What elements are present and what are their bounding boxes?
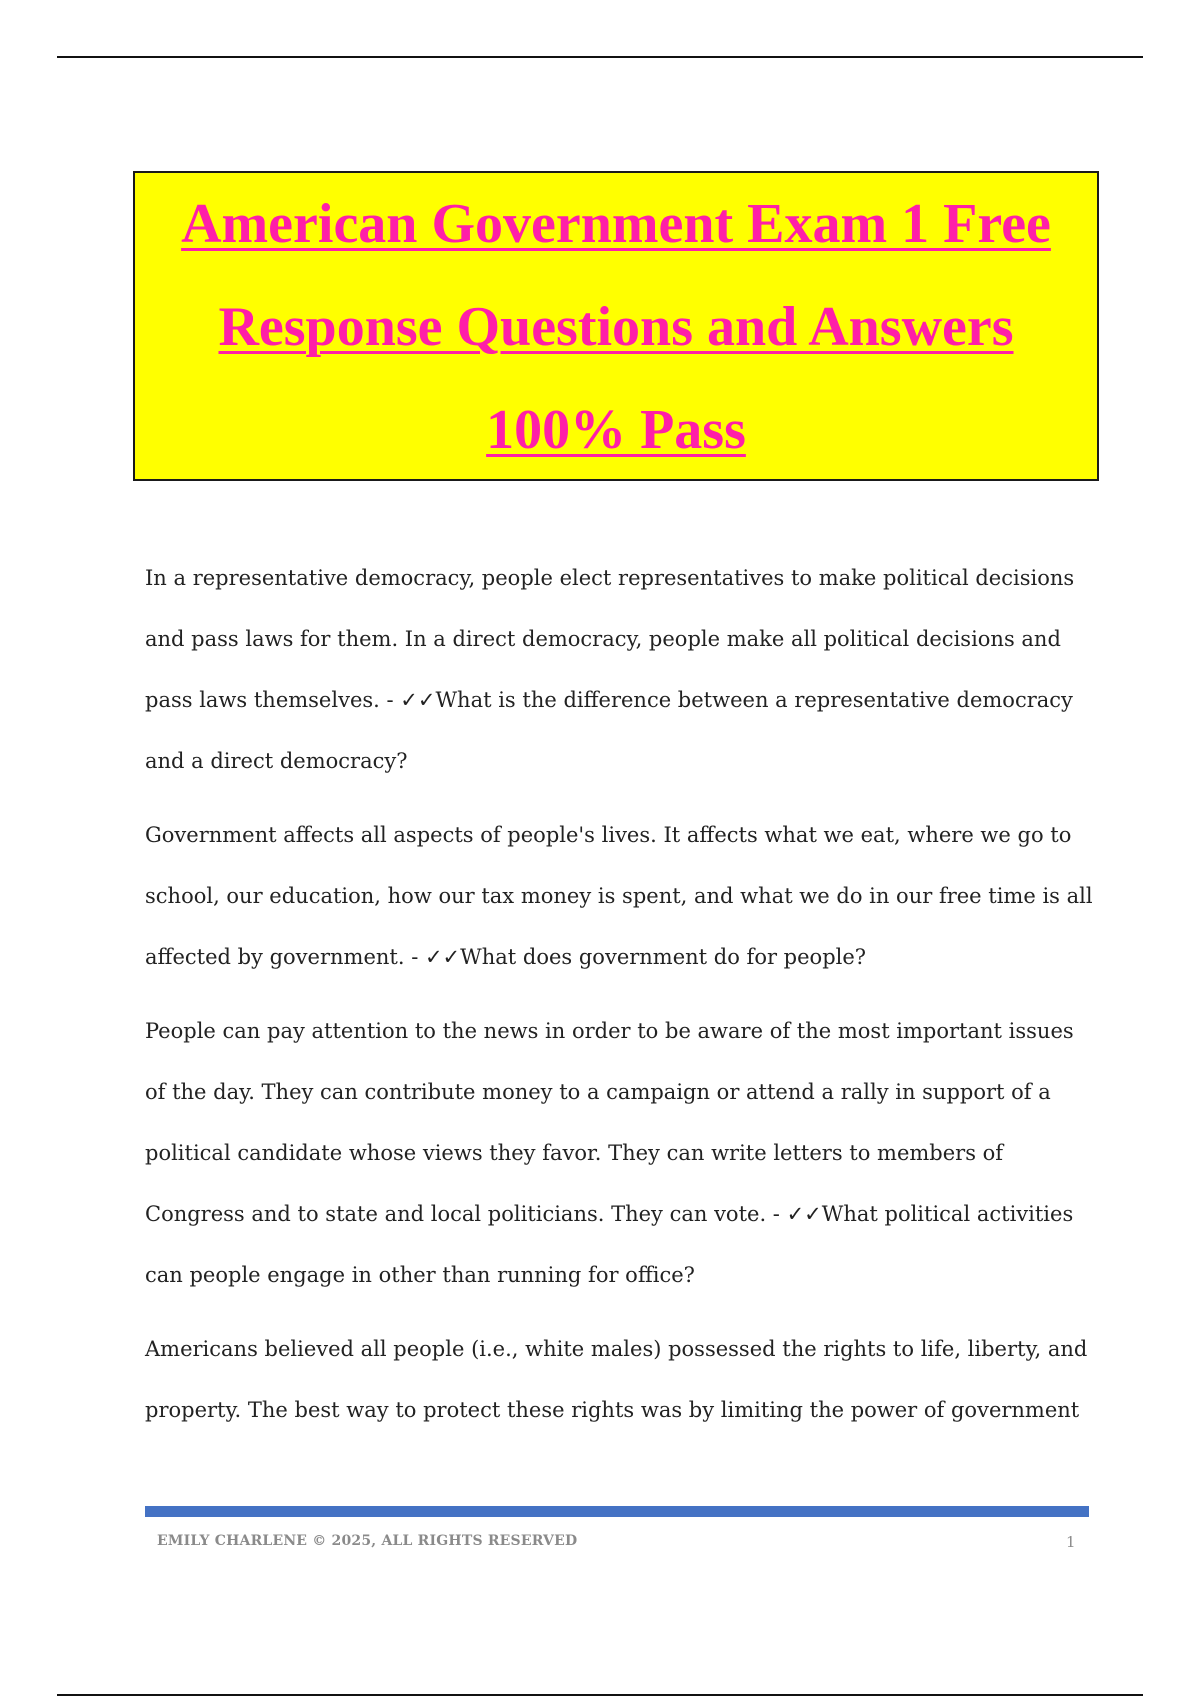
qa-paragraph: In a representative democracy, people elect representatives to make political decisions and pass laws for them. In a direct democracy, people make all political decisions and pass laws themselves. - ✓✓What is the difference between a representative democracy and a direct democracy? [145,566,1075,773]
bottom-rule [57,1694,1143,1696]
page-number: 1 [1066,1533,1076,1551]
footer-copyright: EMILY CHARLENE © 2025, ALL RIGHTS RESERVED [157,1533,578,1549]
title-box [133,171,1099,481]
document-body [145,548,1095,1454]
title-line-2: Response Questions and Answers [218,296,1014,358]
top-rule [57,56,1143,58]
footer-bar [145,1506,1089,1517]
title-line-1: American Government Exam 1 Free [181,193,1051,255]
qa-paragraph: People can pay attention to the news in order to be aware of the most important issues of the day. They can contribute money to a campaign or attend a rally in support of a political candidate whose views they favor. They can write letters to members of Congress and to state and local politicians. They can vote. - ✓✓What political activities can people engage in other than running for office? [145,1019,1074,1287]
qa-paragraph: Americans believed all people (i.e., white males) possessed the rights to life, liberty, and property. The best way to protect these rights was by limiting the power of government [145,1337,1088,1422]
title-line-3: 100% Pass [486,399,746,461]
qa-paragraph: Government affects all aspects of people's lives. It affects what we eat, where we go to school, our education, how our tax money is spent, and what we do in our free time is all affected by government. - ✓✓What does government do for people? [145,823,1093,969]
